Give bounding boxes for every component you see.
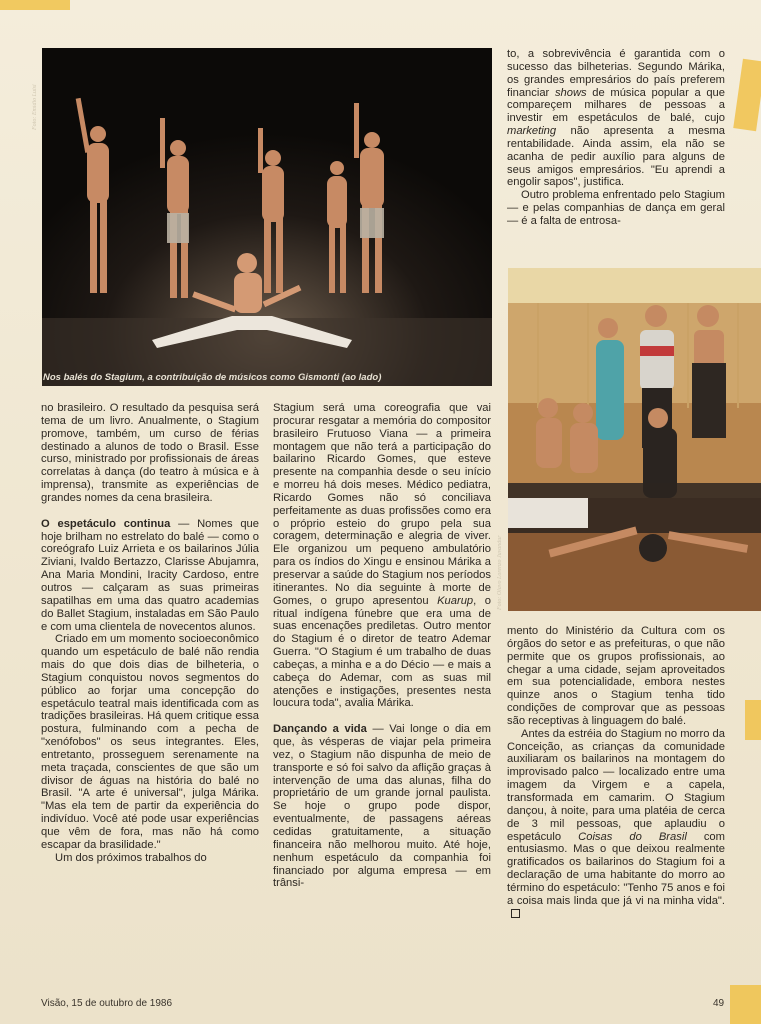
paragraph: Outro problema enfrentado pelo Stagium — e pelas companhias de dança em geral — é a falta de entrosa- — [507, 189, 725, 227]
subheading: O espetáculo continua — [41, 517, 171, 530]
photo-credit-right: Foto: Olavo Lorenzo Juvandur — [497, 535, 503, 610]
text-column-1 — [41, 402, 259, 865]
paragraph: no brasileiro. O resultado da pesquisa será tema de um livro. Anualmente, o Stagium promove, também, um curso de férias destinado a alunos de todo o Brasil. Esse curso, ministrado por profissionais de áreas correlatas à dança (do teatro à música e à imprensa), transmite as experiências de grandes nomes da cena brasileira. — [41, 402, 259, 504]
text-column-3-bottom — [507, 625, 725, 920]
photo-caption: Nos balés do Stagium, a contribuição de músicos como Gismonti (ao lado) — [43, 372, 382, 383]
dance-photo-right — [508, 268, 761, 611]
tape-top-left — [0, 0, 70, 10]
paragraph: O espetáculo continua — Nomes que hoje brilham no estrelato do balé — como o coreógrafo Luiz Arrieta e os bailarinos Júlia Ziviani, Ivaldo Bertazzo, Clarisse Abujamra, Ana Maria Mondini, Iracity Cardoso, entre outros — calçaram as suas primeiras sapatilhas em uma das quatro academias do Ballet Stagium, instaladas em São Paulo e com uma clientela de novecentos alunos. — [41, 517, 259, 633]
paragraph: to, a sobrevivência é garantida com o sucesso das bilheterias. Segundo Márika, os grandes empresários do país preferem financiar shows de música popular a que compareçem milhares de pessoas a investir em espetáculos de balé, cujo marketing não apresenta a mesma rentabilidade. Ainda assim, ela não se acanha de pedir auxílio para alguns de seus amigos empresários. "Eu aprendi a engolir sapos", justifica. — [507, 48, 725, 189]
end-of-article-mark — [511, 909, 520, 918]
page-number: 49 — [713, 998, 725, 1009]
paragraph: Antes da estréia do Stagium no morro da Conceição, as crianças da comunidade auxiliaram os bailarinos na montagem do improvisado palco — localizado entre uma imagem da Virgem e a capela, transformada em camarim. O Stagium dançou, à noite, para uma platéia de cerca de 3 mil pessoas, que aplaudiu o espetáculo Coisas do Brasil com entusiasmo. Mas o que deixou realmente gratificados os bailarinos do Stagium foi a declaração de uma habitante do morro ao término do espetáculo: "Tenho 75 anos e foi a coisa mais linda que já vi na minha vida". — [507, 728, 725, 921]
tape-right-middle — [745, 700, 761, 740]
paragraph: Criado em um momento socioeconômico quando um espetáculo de balé não rendia mais do que dois dias de bilheteria, o Stagium conquistou novos segmentos do público ao forjar uma concepção do espetáculo teatral mais identificada com as tradições brasileiras. Há quem critique essa postura, fulminando com a pecha de "xenófobos" os seus integrantes. Eles, entretanto, prosseguem serenamente na meta traçada, conscientes de que são um divisor de águas na história do balé no Brasil. "A arte é universal", julga Márika. "Mas ela tem de partir da experiência do indivíduo. Você até pode usar experiências que vêm de fora, mas não há como escapar da brasilidade." — [41, 633, 259, 851]
paragraph: Dançando a vida — Vai longe o dia em que, às vésperas de viajar pela primeira vez, o Stagium não dispunha de meio de transporte e só foi salvo da aflição graças à intervenção de uma das alunas, filha do proprietário de um grande jornal paulista. Se hoje o grupo pode dispor, eventualmente, de passagens aéreas cedidas gratuitamente, a situação financeira não melhorou muito. Até hoje, nenhum espetáculo da companhia foi financiado por alguma empresa — em trânsi- — [273, 723, 491, 890]
footer-issue: Visão, 15 de outubro de 1986 — [41, 998, 173, 1009]
paragraph: Um dos próximos trabalhos do — [55, 851, 207, 864]
photo-credit-top: Foto: Emídio Luisi — [32, 84, 38, 130]
paragraph: Stagium será uma coreografia que vai procurar resgatar a memória do compositor brasileiro Frutuoso Viana — a primeira montagem que não terá a participação do bailarino Ricardo Gomes, que esteve presente na companhia desde o seu início e morreu há dois meses. Médico pediatra, Ricardo Gomes não só conciliava perfeitamente as duas profissões como era o próprio esteio do grupo pela sua coragem, determinação e alegria de viver. Ele organizou um pequeno ambulatório para os índios do Xingu e ensinou Márika a preservar a saúde do Stagium nos períodos itinerantes. No dia seguinte à morte de Gomes, o grupo apresentou Kuarup, o ritual indígena fúnebre que era uma de suas encenações prediletas. Outro mentor do Stagium é o diretor de teatro Ademar Guerra. "O Stagium é um trabalho de duas cabeças, a minha e a do Décio — e mais a cabeça do Ademar, com as suas mil atenções e instigações, presentes nesta loucura toda", avalia Márika. — [273, 402, 491, 710]
paragraph: mento do Ministério da Cultura com os órgãos do setor e as prefeituras, o que não permite que os grupos profissionais, ao chegar a uma cidade, sejam aproveitados em sua potencialidade, embora nestes quinze anos o Stagium tenha tido condições de comprovar que as pessoas são receptivas à linguagem do balé. — [507, 625, 725, 727]
tape-right-edge — [733, 59, 761, 132]
dance-photo-top — [42, 48, 492, 386]
subheading: Dançando a vida — [273, 723, 367, 736]
tape-bottom-right — [730, 985, 761, 1024]
text-column-3-top — [507, 48, 725, 228]
text-column-2 — [273, 402, 491, 890]
